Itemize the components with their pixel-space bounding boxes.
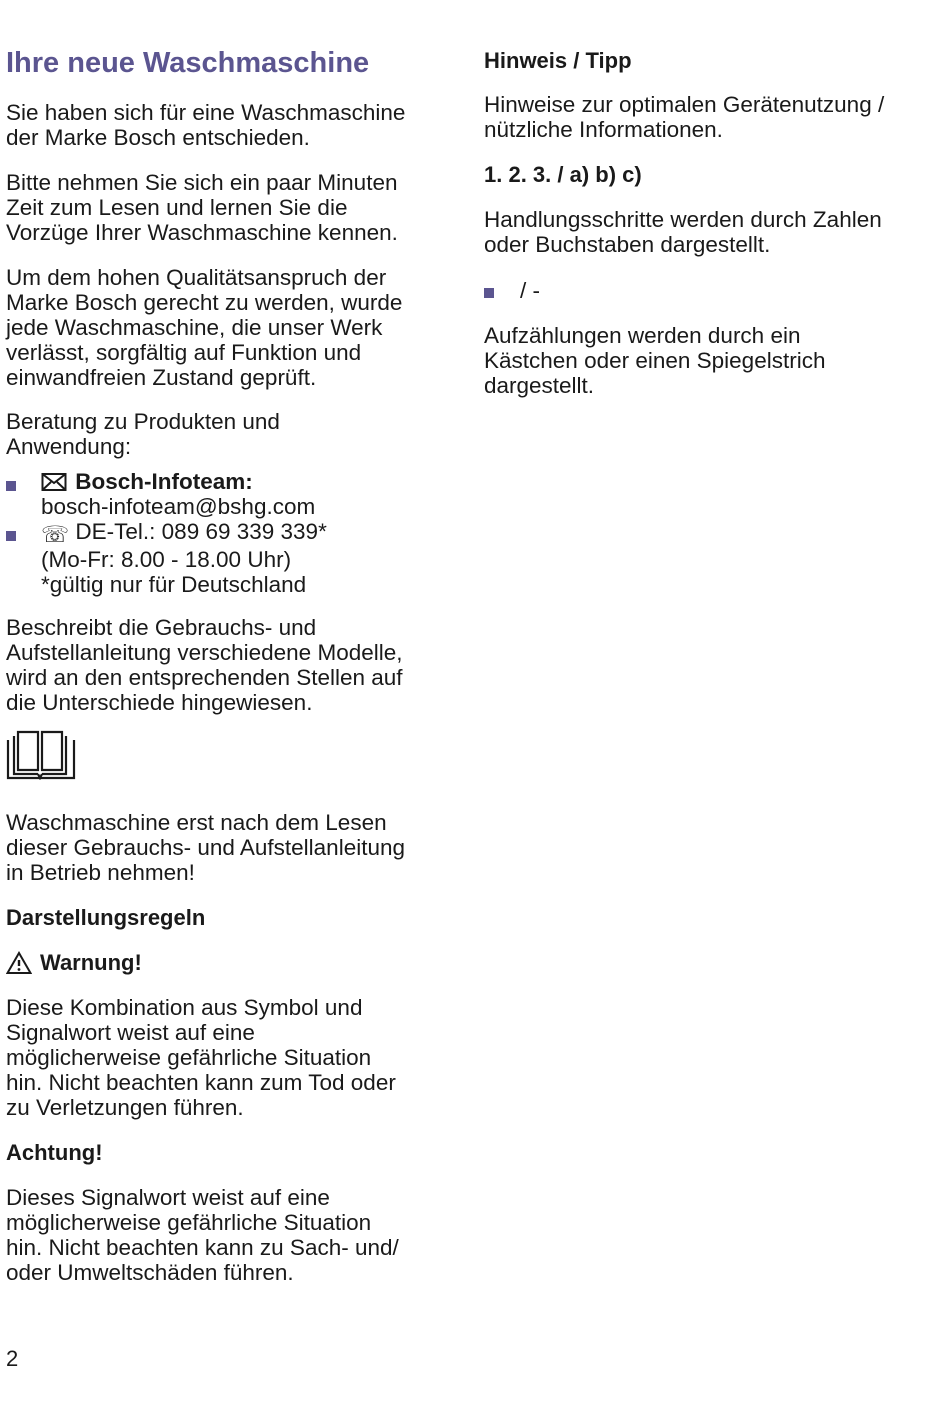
text-line: möglicherweise gefährliche Situation: [6, 1210, 372, 1235]
intro-paragraph-3: [6, 265, 402, 390]
contact-email-item: [6, 469, 446, 519]
contact-list: [6, 469, 446, 597]
list-paragraph: [484, 323, 825, 398]
list-marker-row: [484, 278, 684, 306]
text-line: Aufzählungen werden durch ein: [484, 323, 801, 348]
text-line: Aufstellanleitung verschiedene Modelle,: [6, 640, 403, 665]
text-line: nützliche Informationen.: [484, 117, 723, 142]
text-line: dargestellt.: [484, 373, 595, 398]
text-line: Zeit zum Lesen und lernen Sie die: [6, 195, 348, 220]
warning-paragraph: [6, 995, 396, 1120]
text-line: Waschmaschine erst nach dem Lesen: [6, 810, 387, 835]
hint-paragraph: [484, 92, 884, 142]
text-line: jede Waschmaschine, die unser Werk: [6, 315, 383, 340]
phone-hours: (Mo-Fr: 8.00 - 18.00 Uhr): [41, 547, 292, 572]
text-line: Beschreibt die Gebrauchs- und: [6, 615, 317, 640]
text-line: Sie haben sich für eine Waschmaschine: [6, 100, 406, 125]
text-line: Diese Kombination aus Symbol und: [6, 995, 363, 1020]
text-line: dieser Gebrauchs- und Aufstellanleitung: [6, 835, 406, 860]
text-line: die Unterschiede hingewiesen.: [6, 690, 313, 715]
rules-heading: Darstellungsregeln: [6, 905, 206, 930]
steps-heading: 1. 2. 3. / a) b) c): [484, 162, 642, 187]
caution-heading: Achtung!: [6, 1140, 103, 1165]
bullet-square-icon: [484, 288, 494, 298]
page-number: 2: [6, 1346, 19, 1371]
text-line: verlässt, sorgfältig auf Funktion und: [6, 340, 362, 365]
text-line: Um dem hohen Qualitätsanspruch der: [6, 265, 387, 290]
email-label: Bosch-Infoteam:: [75, 469, 253, 494]
envelope-icon: [41, 472, 69, 492]
text-line: in Betrieb nehmen!: [6, 860, 195, 885]
models-paragraph: [6, 615, 403, 715]
phone-note: *gültig nur für Deutschland: [41, 572, 307, 597]
warning-heading: Warnung!: [40, 950, 142, 975]
intro-paragraph-2: [6, 170, 398, 245]
page-title: Ihre neue Waschmaschine: [6, 47, 370, 79]
text-line: Bitte nehmen Sie sich ein paar Minuten: [6, 170, 398, 195]
text-line: der Marke Bosch entschieden.: [6, 125, 310, 150]
email-address[interactable]: bosch-infoteam@bshg.com: [41, 494, 316, 519]
text-line: Kästchen oder einen Spiegelstrich: [484, 348, 826, 373]
contact-phone-item: [6, 519, 446, 597]
text-line: Hinweise zur optimalen Gerätenutzung /: [484, 92, 885, 117]
bullet-square-icon: [6, 531, 16, 541]
text-line: Signalwort weist auf eine: [6, 1020, 255, 1045]
read-first-paragraph: [6, 810, 405, 885]
text-line: möglicherweise gefährliche Situation: [6, 1045, 372, 1070]
phone-icon: ☏: [41, 522, 70, 547]
text-line: Vorzüge Ihrer Waschmaschine kennen.: [6, 220, 398, 245]
text-line: Handlungsschritte werden durch Zahlen: [484, 207, 882, 232]
text-line: Marke Bosch gerecht zu werden, wurde: [6, 290, 403, 315]
text-line: Beratung zu Produkten und: [6, 409, 280, 434]
text-line: wird an den entsprechenden Stellen auf: [6, 665, 403, 690]
text-line: hin. Nicht beachten kann zum Tod oder: [6, 1070, 396, 1095]
text-line: hin. Nicht beachten kann zu Sach- und/: [6, 1235, 399, 1260]
text-line: Dieses Signalwort weist auf eine: [6, 1185, 330, 1210]
text-line: oder Buchstaben dargestellt.: [484, 232, 771, 257]
bullet-square-icon: [6, 481, 16, 491]
caution-paragraph: [6, 1185, 399, 1285]
text-line: einwandfreien Zustand geprüft.: [6, 365, 317, 390]
warning-heading-row: [6, 950, 142, 975]
text-line: oder Umweltschäden führen.: [6, 1260, 294, 1285]
text-line: Anwendung:: [6, 434, 132, 459]
book-icon: [6, 730, 76, 780]
warning-triangle-icon: [6, 951, 32, 975]
steps-paragraph: [484, 207, 882, 257]
list-marker: / -: [520, 278, 540, 303]
text-line: zu Verletzungen führen.: [6, 1095, 244, 1120]
advice-paragraph: [6, 409, 280, 459]
intro-paragraph-1: [6, 100, 405, 150]
hint-heading: Hinweis / Tipp: [484, 48, 632, 73]
phone-number[interactable]: DE-Tel.: 089 69 339 339*: [75, 519, 327, 544]
